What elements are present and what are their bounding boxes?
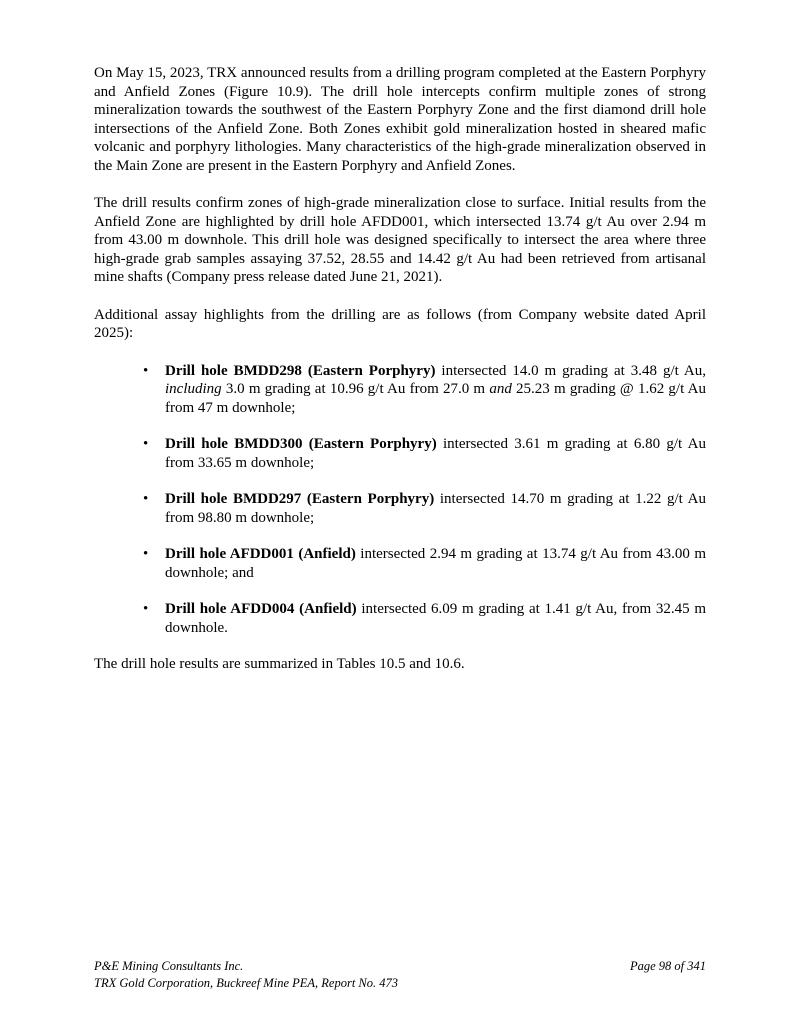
list-item	[94, 362, 706, 418]
paragraph-high-grade-results: The drill results confirm zones of high-grade mineralization close to surface. Initial results from the Anfield Zone are highlighted by drill hole AFDD001, which intersected 13.74 g/t Au over 2.94 m from 43.00 m downhole. This drill hole was designed specifically to intersect the area where three high-grade grab samples assaying 37.52, 28.55 and 14.42 g/t Au had been retrieved from artisanal mine shafts (Company press release dated June 21, 2021).	[94, 195, 706, 285]
drill-hole-name: Drill hole BMDD297 (Eastern Porphyry)	[165, 491, 435, 507]
page-body	[94, 64, 706, 693]
italic-text: including	[165, 381, 222, 397]
bullet-icon: •	[143, 546, 149, 562]
paragraph-tables-reference: The drill hole results are summarized in Tables 10.5 and 10.6.	[94, 656, 465, 672]
drill-hole-text: intersected 14.70 m grading at 1.22 g/t Au from 98.80 m downhole;	[165, 491, 706, 526]
drill-hole-text: intersected 3.61 m grading at 6.80 g/t Au from 33.65 m downhole;	[165, 436, 706, 471]
drill-hole-text: intersected 2.94 m grading at 13.74 g/t Au from 43.00 m downhole; and	[165, 546, 706, 581]
drill-hole-text: 25.23 m grading @ 1.62 g/t Au from 47 m downhole;	[165, 381, 706, 416]
list-item	[94, 490, 706, 527]
paragraph-eastern-anfield-program: On May 15, 2023, TRX announced results from a drilling program completed at the Eastern Porphyry and Anfield Zones (Figure 10.9). The drill hole intercepts confirm multiple zones of strong mineralization towards the southwest of the Eastern Porphyry Zone and the first diamond drill hole intersections of the Anfield Zone. Both Zones exhibit gold mineralization hosted in sheared mafic volcanic and porphyry lithologies. Many characteristics of the high-grade mineralization observed in the Main Zone are present in the Eastern Porphyry and Anfield Zones.	[94, 65, 706, 174]
footer-report: TRX Gold Corporation, Buckreef Mine PEA, Report No. 473	[94, 976, 399, 990]
footer-company: P&E Mining Consultants Inc.	[94, 959, 244, 973]
list-item	[94, 435, 706, 472]
bullet-icon: •	[143, 436, 149, 452]
bullet-icon: •	[143, 362, 149, 379]
drill-hole-text: intersected 14.0 m grading at 3.48 g/t Au,	[435, 362, 706, 379]
list-item	[94, 600, 706, 637]
italic-text: and	[489, 381, 512, 397]
paragraph-assay-highlights-intro: Additional assay highlights from the drilling are as follows (from Company website dated April 2025):	[94, 306, 706, 341]
assay-highlights-list	[94, 362, 706, 638]
drill-hole-name: Drill hole BMDD298 (Eastern Porphyry)	[165, 362, 436, 379]
drill-hole-name: Drill hole AFDD001 (Anfield)	[165, 546, 356, 562]
list-item	[94, 545, 706, 582]
drill-hole-name: Drill hole AFDD004 (Anfield)	[165, 601, 357, 617]
drill-hole-text: intersected 6.09 m grading at 1.41 g/t Au, from 32.45 m downhole.	[165, 601, 706, 636]
bullet-icon: •	[143, 491, 149, 507]
bullet-icon: •	[143, 601, 149, 617]
drill-hole-name: Drill hole BMDD300 (Eastern Porphyry)	[165, 436, 437, 452]
footer-page-number: Page 98 of 341	[629, 959, 706, 973]
page-footer	[94, 958, 706, 992]
drill-hole-text: 3.0 m grading at 10.96 g/t Au from 27.0 m	[221, 381, 490, 397]
